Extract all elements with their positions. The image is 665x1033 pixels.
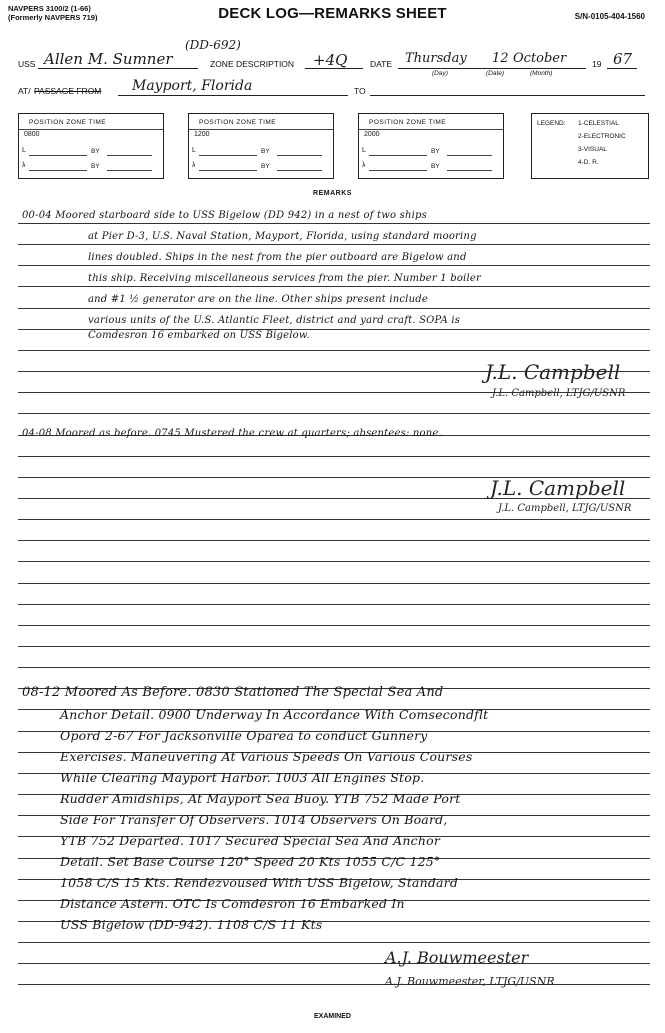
year-underline bbox=[607, 68, 637, 69]
by-label: BY bbox=[91, 148, 100, 155]
ruled-line bbox=[18, 583, 650, 584]
entry-line: this ship. Receiving miscellaneous services from the pier. Number 1 boiler bbox=[88, 273, 481, 284]
signature-bouwmeester: A.J. Bouwmeester bbox=[385, 948, 529, 967]
longitude-label: λ bbox=[192, 162, 196, 169]
ship-name-underline bbox=[38, 68, 198, 69]
longitude-label: λ bbox=[22, 162, 26, 169]
latitude-label: L bbox=[22, 147, 26, 154]
zone-description-label: ZONE DESCRIPTION bbox=[210, 59, 295, 69]
position-box-time: 1200 bbox=[194, 131, 210, 138]
position-box-header: POSITION ZONE TIME bbox=[199, 119, 277, 126]
position-box-0800 bbox=[18, 113, 164, 179]
entry-line: Opord 2-67 For Jacksonville Oparea to conduct Gunnery bbox=[60, 728, 428, 743]
signature-campbell: J.L. Campbell bbox=[485, 360, 621, 384]
form-number-line1: NAVPERS 3100/2 (1-66) bbox=[8, 4, 91, 13]
ship-name: Allen M. Sumner bbox=[44, 50, 173, 68]
entry-line: 04-08 Moored as before. 0745 Mustered the crew at quarters; absentees: none. bbox=[22, 428, 442, 439]
entry-line: USS Bigelow (DD-942). 1108 C/S 11 Kts bbox=[60, 917, 323, 932]
entry-line: Comdesron 16 embarked on USS Bigelow. bbox=[88, 330, 310, 341]
at-underline bbox=[118, 95, 348, 96]
entry-line: While Clearing Mayport Harbor. 1003 All Engines Stop. bbox=[60, 770, 425, 785]
entry-line: Anchor Detail. 0900 Underway In Accordance With Comsecondflt bbox=[60, 707, 489, 722]
ruled-line bbox=[18, 984, 650, 985]
entry-line: 00-04 Moored starboard side to USS Bigelow (DD 942) in a nest of two ships bbox=[22, 210, 427, 221]
ruled-line bbox=[18, 519, 650, 520]
by-label: BY bbox=[261, 163, 270, 170]
by-label: BY bbox=[431, 148, 440, 155]
day-value: Thursday bbox=[405, 51, 467, 66]
ruled-line bbox=[18, 456, 650, 457]
month-value: October bbox=[513, 51, 567, 66]
month-caption: (Month) bbox=[530, 70, 553, 77]
latitude-label: L bbox=[362, 147, 366, 154]
signature-campbell: J.L. Campbell bbox=[490, 476, 626, 500]
by-label: BY bbox=[91, 163, 100, 170]
date-label: DATE bbox=[370, 59, 393, 69]
stock-number: S/N-0105-404-1560 bbox=[574, 12, 645, 21]
entry-line: Distance Astern. OTC Is Comdesron 16 Embarked In bbox=[60, 896, 405, 911]
ruled-line bbox=[18, 244, 650, 245]
entry-line: YTB 752 Departed. 1017 Secured Special Sea And Anchor bbox=[60, 833, 440, 848]
hull-number: (DD-692) bbox=[185, 38, 241, 52]
remarks-header: REMARKS bbox=[313, 190, 352, 197]
legend-item: 4-D. R. bbox=[578, 159, 599, 166]
to-label: TO bbox=[354, 86, 366, 96]
position-box-time: 0800 bbox=[24, 131, 40, 138]
longitude-label: λ bbox=[362, 162, 366, 169]
position-box-time: 2000 bbox=[364, 131, 380, 138]
legend-item: 2-ELECTRONIC bbox=[578, 133, 626, 140]
legend-item: 1-CELESTIAL bbox=[578, 120, 619, 127]
at-label: AT/ bbox=[18, 86, 31, 96]
ruled-line bbox=[18, 286, 650, 287]
position-box-1200 bbox=[188, 113, 334, 179]
entry-line: Detail. Set Base Course 120° Speed 20 Kts 1055 C/C 125° bbox=[60, 854, 441, 869]
date-value: 12 bbox=[492, 51, 509, 66]
entry-line: at Pier D-3, U.S. Naval Station, Mayport, Florida, using standard mooring bbox=[88, 231, 477, 242]
signer-name: J.L. Campbell, LTJG/USNR bbox=[498, 503, 632, 514]
passage-from-label: PASSAGE FROM bbox=[34, 86, 102, 96]
entry-line: lines doubled. Ships in the nest from the pier outboard are Bigelow and bbox=[88, 252, 467, 263]
page-title: DECK LOG—REMARKS SHEET bbox=[218, 5, 447, 22]
form-number-line2: (Formerly NAVPERS 719) bbox=[8, 13, 98, 22]
legend-box bbox=[531, 113, 649, 179]
entry-line: Side For Transfer Of Observers. 1014 Observers On Board, bbox=[60, 812, 448, 827]
to-underline bbox=[370, 95, 645, 96]
ruled-line bbox=[18, 604, 650, 605]
day-caption: (Day) bbox=[432, 70, 448, 77]
entry-line: Exercises. Maneuvering At Various Speeds On Various Courses bbox=[60, 749, 473, 764]
ruled-line bbox=[18, 540, 650, 541]
examined-label: EXAMINED bbox=[314, 1013, 351, 1020]
signer-name: A.J. Bouwmeester, LTJG/USNR bbox=[385, 975, 555, 988]
ruled-line bbox=[18, 223, 650, 224]
entry-line: 1058 C/S 15 Kts. Rendezvoused With USS Bigelow, Standard bbox=[60, 875, 459, 890]
ruled-line bbox=[18, 646, 650, 647]
entry-line: 08-12 Moored As Before. 0830 Stationed The Special Sea And bbox=[22, 685, 444, 700]
by-label: BY bbox=[261, 148, 270, 155]
year-value: 67 bbox=[613, 50, 633, 68]
legend-item: 3-VISUAL bbox=[578, 146, 607, 153]
ruled-line bbox=[18, 667, 650, 668]
uss-label: USS bbox=[18, 59, 36, 69]
ruled-line bbox=[18, 308, 650, 309]
position-box-2000 bbox=[358, 113, 504, 179]
entry-line: various units of the U.S. Atlantic Fleet, district and yard craft. SOPA is bbox=[88, 315, 461, 326]
position-box-header: POSITION ZONE TIME bbox=[29, 119, 107, 126]
at-value: Mayport, Florida bbox=[132, 78, 253, 94]
by-label: BY bbox=[431, 163, 440, 170]
ruled-line bbox=[18, 561, 650, 562]
zone-value: +4Q bbox=[313, 51, 348, 69]
signer-name: J.L. Campbell, LTJG/USNR bbox=[492, 388, 626, 399]
entry-line: and #1 ½ generator are on the line. Other ships present include bbox=[88, 294, 428, 305]
ruled-line bbox=[18, 265, 650, 266]
date-caption: (Date) bbox=[486, 70, 505, 77]
ruled-line bbox=[18, 413, 650, 414]
ruled-line bbox=[18, 942, 650, 943]
latitude-label: L bbox=[192, 147, 196, 154]
year-prefix: 19 bbox=[592, 59, 602, 69]
entry-line: Rudder Amidships, At Mayport Sea Buoy. YTB 752 Made Port bbox=[60, 791, 461, 806]
date-underline bbox=[398, 68, 586, 69]
ruled-line bbox=[18, 625, 650, 626]
position-box-header: POSITION ZONE TIME bbox=[369, 119, 447, 126]
legend-label: LEGEND: bbox=[537, 120, 566, 127]
ruled-line bbox=[18, 350, 650, 351]
ruled-line bbox=[18, 963, 650, 964]
